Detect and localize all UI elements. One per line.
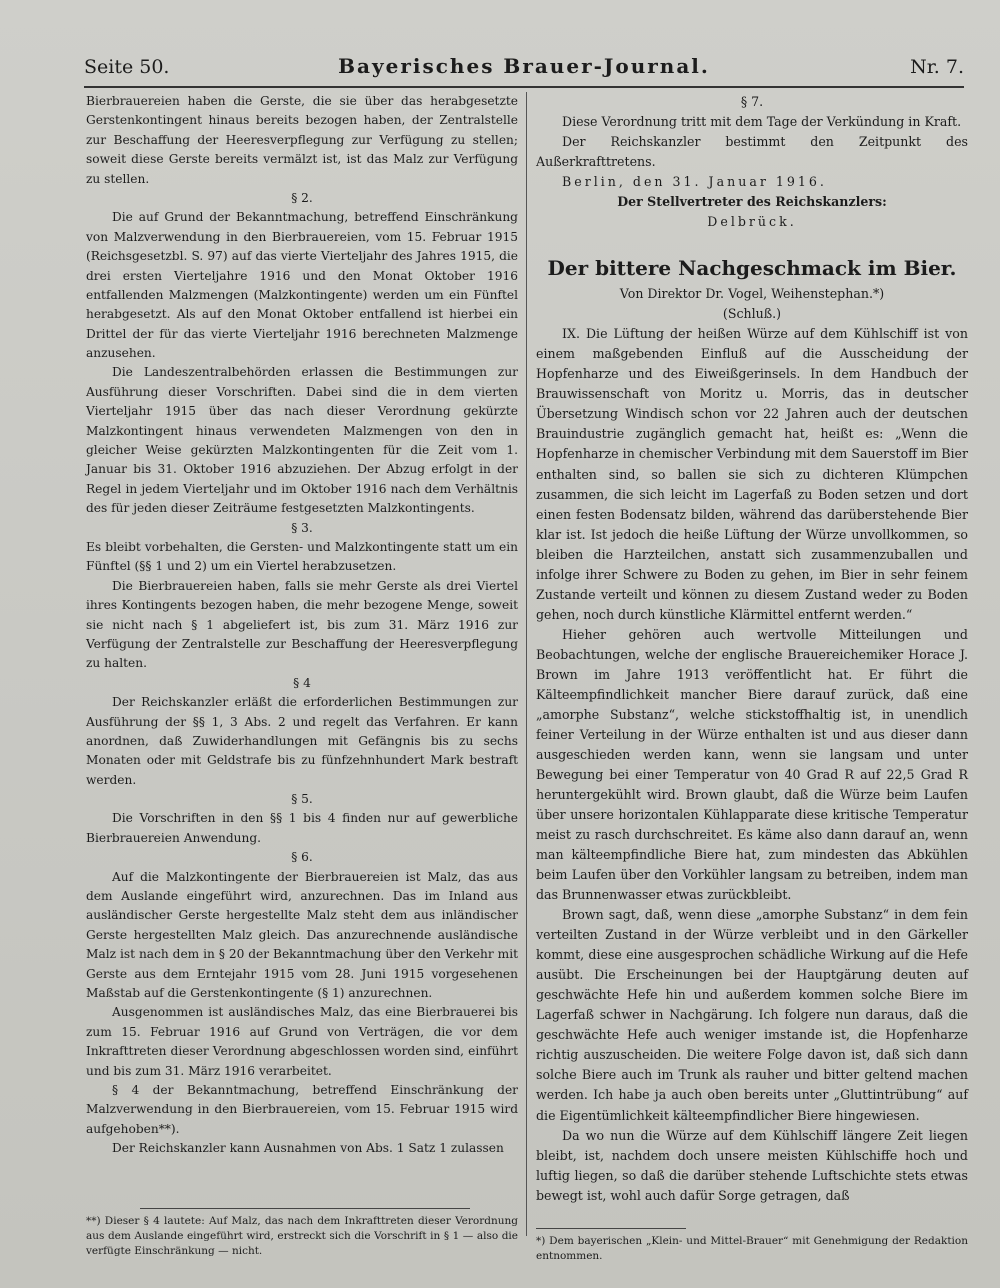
paragraph: Bierbrauereien haben die Gerste, die sie über das herabgesetzte Gerstenkontingent hinaus bereits bezogen haben, der Zentralstelle zur Beschaffung der Heeresverpflegung zur Verfügung zu stellen; soweit diese Gerste bereits vermälzt ist, ist das Malz zur Verfügung zu stellen. — [86, 94, 518, 186]
section-heading: § 3. — [291, 520, 313, 535]
paragraph: § 4 der Bekanntmachung, betreffend Einschränkung der Malzverwendung in den Bierbrauereien, vom 15. Februar 1915 wird aufgehoben**). — [86, 1082, 518, 1136]
paragraph: Brown sagt, daß, wenn diese „amorphe Substanz“ in dem fein verteilten Zustand in der Würze verbleibt und in den Gärkeller kommt, diese eine ausgesprochen schädliche Wirkung auf die Hefe ausübt. Die Erscheinungen bei der Hauptgärung deuten auf geschwächte Hefe hin und außerdem kommen solche Biere im Lagerfaß schwer in Nachgärung. Ich folgere nun daraus, daß die geschwächte Hefe auch weniger imstande ist, die Hopfenharze richtig auszuscheiden. Die weitere Folge davon ist, daß sich dann solche Biere auch im Trunk als rauher und bitter geltend machen werden. Ich habe ja auch oben bereits unter „Gluttintrübung“ auf die Eigentümlichkeit kälteempfindlicher Biere hingewiesen. — [536, 907, 968, 1123]
paragraph: Die auf Grund der Bekanntmachung, betreffend Einschränkung von Malzverwendung in den Bierbrauereien, vom 15. Februar 1915 (Reichsgesetzbl. S. 97) auf das vierte Vierteljahr des Jahres 1915, die drei ersten Vierteljahre 1916 und den Monat Oktober 1916 entfallenden Malzmengen (Malzkontingente) werden um ein Fünftel herabgesetzt. Als auf den Monat Oktober entfallend ist hierbei ein Drittel der für das vierte Vierteljahr 1916 berechneten Malzmenge anzusehen. — [86, 210, 518, 361]
paragraph: Ausgenommen ist ausländisches Malz, das eine Bierbrauerei bis zum 15. Februar 1916 auf Grund von Verträgen, die vor dem Inkrafttreten dieser Verordnung abgeschlossen worden sind, einführt und bis zum 31. März 1916 verarbeitet. — [86, 1005, 518, 1078]
paragraph: Die Vorschriften in den §§ 1 bis 4 finden nur auf gewerbliche Bierbrauereien Anwendung. — [86, 811, 518, 845]
paragraph: Hieher gehören auch wertvolle Mitteilungen und Beobachtungen, welche der englische Brauereichemiker Horace J. Brown im Jahre 1913 veröffentlicht hat. Er führt die Kälteempfindlichkeit mancher Biere darauf zurück, daß eine „amorphe Substanz“, welche stickstoffhaltig ist, in unendlich feiner Verteilung in der Würze enthalten ist und aus dieser dann ausgeschieden werden kann, wenn sie langsam und unter Bewegung bei einer Temperatur von 40 Grad R auf 22,5 Grad R heruntergekühlt wird. Brown glaubt, daß die Würze beim Laufen über unsere horizontalen Kühlapparate diese kritische Temperatur meist zu rasch durchschreitet. Es käme also dann darauf an, wenn man kälteempfindliche Biere hat, zum mindesten das Abkühlen beim Laufen über den Vorkühler langsam zu betreiben, indem man das Brunnenwasser etwas zurückbleibt. — [536, 626, 968, 903]
article-byline: Von Direktor Dr. Vogel, Weihenstephan.*) — [619, 286, 885, 302]
paragraph: Die Landeszentralbehörden erlassen die Bestimmungen zur Ausführung dieser Vorschriften. Dabei sind die in dem vierten Vierteljahr 1915 über das nach dieser Verordnung gekürzte Malzkontingent hinaus verwendeten Malzmengen von den in gleicher Weise gekürzten Malzkontingenten für die Zeit vom 1. Januar bis 31. Oktober 1916 abzuziehen. Der Abzug erfolgt in der Regel in jedem Vierteljahr und im Oktober 1916 nach dem Verhältnis des für jeden dieser Zeiträume festgesetzten Malzkontingents. — [86, 365, 518, 516]
paragraph: IX. Die Lüftung der heißen Würze auf dem Kühlschiff ist von einem maßgebenden Einfluß auf die Ausscheidung der Hopfenharze und des Eiweißgerinsels. In dem Handbuch der Brauwissenschaft von Moritz u. Morris, das in deutscher Übersetzung Windisch schon vor 22 Jahren auch der deutschen Brauindustrie zugänglich gemacht hat, heißt es: „Wenn die Hopfenharze in chemischer Verbindung mit dem Sauerstoff im Bier enthalten sind, so ballen sie sich zu dichteren Klümpchen zusammen, die sich leicht im Lagerfaß zu Boden setzen und dort einen festen Bodensatz bilden, während das darüberstehende Bier klar ist. Ist jedoch die heiße Lüftung der Würze unvollkommen, so bleiben die Harzteilchen, anstatt sich zusammenzuballen und infolge ihrer Schwere zu Boden zu gehen, im Bier in sehr feinem Zustande verteilt und können zu diesem Zustand weder zu Boden gehen, noch durch künstliche Klärmittel entfernt werden.“ — [536, 326, 968, 622]
footnote-rule — [536, 1228, 686, 1229]
paragraph: Der Reichskanzler erläßt die erforderlichen Bestimmungen zur Ausführung der §§ 1, 3 Abs. 2 und regelt das Verfahren. Er kann anordnen, daß Zuwiderhandlungen mit Gefängnis bis zu sechs Monaten oder mit Geldstrafe bis zu fünfzehnhundert Mark bestraft werden. — [86, 695, 518, 787]
paragraph: Die Bierbrauereien haben, falls sie mehr Gerste als drei Viertel ihres Kontingents bezogen haben, die mehr bezogene Menge, soweit sie nicht nach § 1 abgeliefert ist, bis zum 31. März 1916 zur Verfügung der Zentralstelle zur Beschaffung der Heeresverpflegung zu halten. — [86, 578, 518, 671]
section-heading: § 4 — [293, 675, 311, 690]
column-divider — [526, 92, 527, 1236]
paragraph: Es bleibt vorbehalten, die Gersten- und Malzkontingente statt um ein Fünftel (§§ 1 und 2) um ein Viertel herabzusetzen. — [86, 539, 518, 574]
article-title: Der bittere Nachgeschmack im Bier. — [547, 256, 957, 281]
paragraph: Der Reichskanzler bestimmt den Zeitpunkt des Außerkrafttretens. — [536, 134, 968, 170]
page-number: Seite 50. — [84, 56, 170, 78]
paragraph: Da wo nun die Würze auf dem Kühlschiff längere Zeit liegen bleibt, ist, nachdem doch unsere meisten Kühlschiffe hoch und luftig liegen, so daß die darüber stehende Luftschichte stets etwas bewegt ist, wohl auch dafür Sorge getragen, daß — [536, 1127, 968, 1203]
paragraph: Auf die Malzkontingente der Bierbrauereien ist Malz, das aus dem Auslande eingeführt wird, anzurechnen. Das im Inland aus ausländischer Gerste hergestellte Malz steht dem aus inländischer Gerste hergestellten Malz gleich. Das anzurechnende ausländische Malz ist nach dem in § 20 der Bekanntmachung über den Verkehr mit Gerste aus dem Erntejahr 1915 vom 28. Juni 1915 vorgesehenen Maßstab auf die Gerstenkontingente (§ 1) anzurechnen. — [86, 869, 518, 1000]
signer-name: Delbrück. — [707, 214, 797, 230]
journal-title: Bayerisches Brauer-Journal. — [338, 54, 710, 78]
paragraph: Der Reichskanzler kann Ausnahmen von Abs. 1 Satz 1 zulassen — [112, 1141, 504, 1156]
right-column — [536, 92, 968, 1206]
dateline: Berlin, den 31. Januar 1916. — [562, 174, 827, 190]
left-column — [86, 92, 518, 1158]
paragraph: Diese Verordnung tritt mit dem Tage der Verkündung in Kraft. — [562, 114, 962, 130]
section-heading: § 6. — [291, 850, 313, 865]
article-continuation: (Schluß.) — [722, 306, 782, 322]
issue-number: Nr. 7. — [910, 56, 964, 78]
page-header — [84, 50, 964, 84]
header-rule — [84, 86, 964, 88]
signer-title: Der Stellvertreter des Reichskanzlers: — [617, 194, 887, 210]
section-heading: § 2. — [291, 190, 313, 205]
section-heading: § 7. — [740, 94, 764, 109]
section-heading: § 5. — [291, 792, 313, 807]
footnote: **) Dieser § 4 lautete: Auf Malz, das nach dem Inkrafttreten dieser Verordnung aus dem Auslande eingeführt wird, erstreckt sich die Vorschrift in § 1 — also die verfügte Einschränkung — nicht. — [86, 1215, 518, 1257]
footnote-rule — [140, 1208, 470, 1209]
footnote: *) Dem bayerischen „Klein- und Mittel-Brauer“ mit Genehmigung der Redaktion entnommen. — [536, 1235, 968, 1262]
